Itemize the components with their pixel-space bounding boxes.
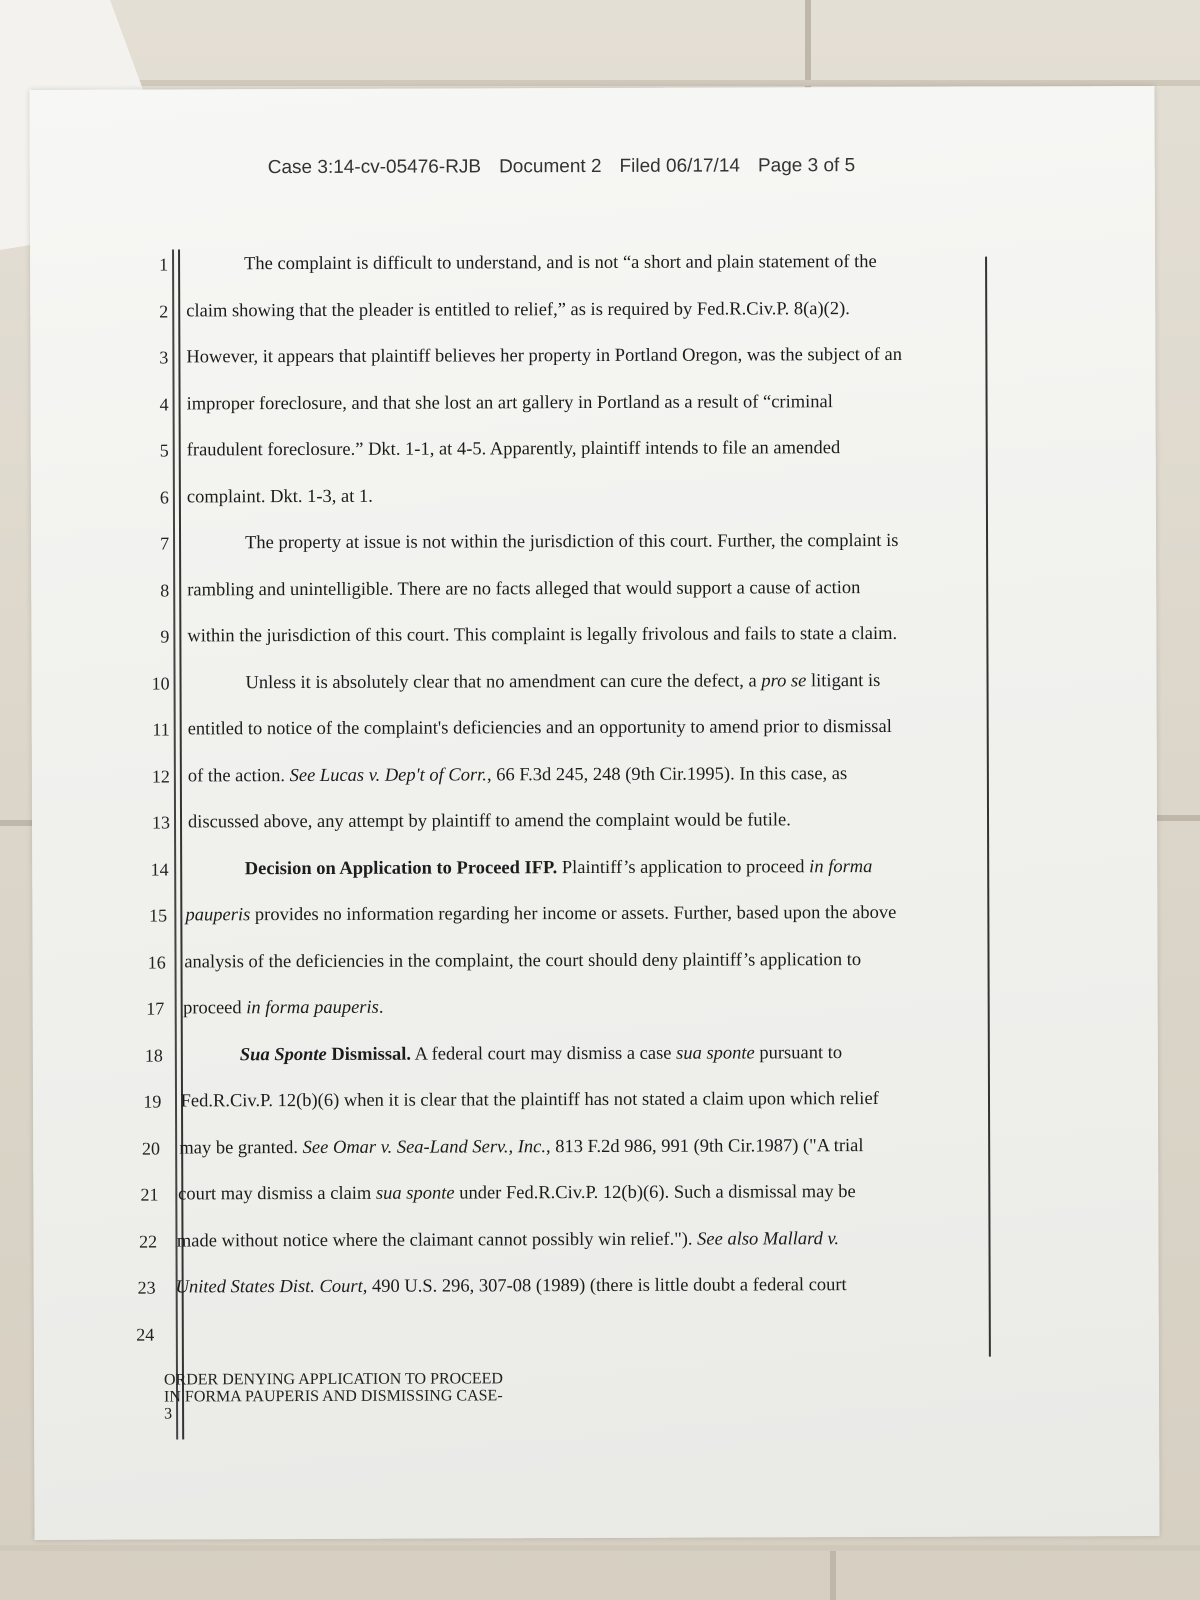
line-text [178,1182,856,1205]
line-text-segment: See Lucas v. Dep't of Corr. [289,764,487,786]
line-text [177,1229,839,1252]
document-line [34,1274,1159,1324]
case-number: Case 3:14-cv-05476-RJB [267,156,482,179]
document-line [31,530,1156,580]
document-line [33,1228,1158,1278]
line-text [246,671,881,694]
line-text-segment: under Fed.R.Civ.P. 12(b)(6). Such a dismissal may be [454,1182,856,1204]
line-text [240,1043,842,1066]
line-text-segment: entitled to notice of the complaint's deficiencies and an opportunity to amend prior to dismissal [187,716,892,740]
document-line [31,391,1156,441]
line-number: 7 [160,533,170,554]
line-text-segment: Sua Sponte [239,1044,327,1065]
footer-title-line1: ORDER DENYING APPLICATION TO PROCEED [163,1370,503,1389]
line-number: 8 [160,579,170,601]
document-line [30,251,1155,301]
line-text [187,624,897,647]
line-text-segment: litigant is [806,670,881,691]
line-number: 11 [152,719,170,740]
line-text-segment: Fed.R.Civ.P. 12(b)(6) when it is clear that the plaintiff has not stated a claim upon which relief [180,1089,879,1112]
document-line [32,902,1157,952]
line-text-segment: fraudulent foreclosure.” Dkt. 1-1, at 4-5. Apparently, plaintiff intends to file an amended [186,438,841,461]
line-number: 15 [149,905,168,926]
line-text [179,1136,863,1159]
line-text-segment: A federal court may dismiss a case [410,1043,677,1065]
line-number: 19 [143,1091,162,1112]
line-text [187,438,841,461]
document-line [30,344,1155,394]
line-number: 17 [146,998,165,1019]
line-number: 14 [150,858,169,880]
line-number: 2 [159,300,169,322]
line-text [188,764,847,787]
filed-date: Filed 06/17/14 [619,155,740,177]
line-number: 13 [151,812,171,833]
line-text-segment: Unless it is absolutely clear that no amendment can cure the defect, a [245,670,762,693]
line-text-segment: The property at issue is not within the jurisdiction of this court. Further, the complaint is [245,530,899,554]
document-number: Document 2 [499,155,602,178]
line-text-segment: , 490 U.S. 296, 307-08 (1989) (there is little doubt a federal court [362,1275,847,1297]
line-text-segment: may be granted. [179,1137,303,1158]
line-text-segment: pro se [761,670,807,691]
line-text-segment: in forma [809,856,873,877]
line-number: 22 [139,1231,158,1252]
line-text-segment: See Omar v. Sea-Land Serv., Inc. [302,1136,547,1158]
document-line [32,670,1157,720]
document-line [32,716,1157,766]
line-number: 3 [159,347,169,368]
document-footer [164,1370,503,1422]
case-header [268,155,968,179]
line-text [245,857,873,880]
line-text-segment: , 813 F.2d 986, 991 (9th Cir.1987) ("A trial [545,1135,864,1157]
line-text-segment: , 66 F.3d 245, 248 (9th Cir.1995). In this case, as [486,763,848,785]
line-number: 20 [141,1138,160,1159]
line-text-segment: complaint. Dkt. 1-3, at 1. [186,486,373,507]
line-number: 4 [159,393,169,415]
document-line [31,437,1156,487]
document-line [33,1042,1158,1092]
line-text-segment: rambling and unintelligible. There are no facts alleged that would support a cause of action [187,577,861,600]
document-line [32,949,1157,999]
footer-title-line2: IN FORMA PAUPERIS AND DISMISSING CASE- [164,1387,503,1406]
document-line [31,484,1156,534]
document-line [32,809,1157,859]
line-text-segment: in forma pauperis [246,997,379,1019]
page-number: Page 3 of 5 [757,155,856,177]
line-text-segment: claim showing that the pleader is entitled to relief,” as is required by Fed.R.Civ.P. 8(a)(2). [186,298,850,321]
line-number: 1 [159,254,169,275]
line-text-segment: See also Mallard v. [697,1228,839,1250]
line-text-segment: improper foreclosure, and that she lost an art gallery in Portland as a result of “criminal [186,391,833,414]
line-text-segment: The complaint is difficult to understand, and is not “a short and plain statement of the [244,252,877,275]
line-text [184,950,861,973]
line-number: 16 [147,951,166,973]
line-text-segment: within the jurisdiction of this court. This complaint is legally frivolous and fails to state a claim. [187,623,898,647]
document-line [33,1088,1158,1138]
line-text-segment: United States Dist. Court [175,1276,363,1298]
line-text [176,1275,847,1298]
line-number: 12 [151,765,170,787]
line-number: 23 [137,1277,156,1298]
line-number: 18 [144,1045,163,1066]
line-text [183,998,383,1020]
document-page [29,86,1159,1540]
line-text [187,486,373,508]
line-number: 9 [160,626,170,647]
line-text-segment: Decision on Application to Proceed IFP. [244,857,558,879]
document-line [32,763,1157,813]
line-number: 21 [140,1184,159,1205]
line-text [244,252,877,275]
footer-page-number: 3 [164,1405,173,1423]
line-text [245,531,898,554]
line-text-segment: provides no information regarding her income or assets. Further, based upon the above [250,902,897,926]
line-text [188,717,892,740]
line-number: 5 [159,440,169,461]
line-text [187,578,860,601]
line-text-segment: . [378,997,384,1018]
line-text-segment: However, it appears that plaintiff believes her property in Portland Oregon, was the subject of an [186,344,903,368]
document-line [33,1181,1158,1231]
document-line [34,1321,1159,1371]
line-text-segment: proceed [183,998,247,1019]
line-text-segment: sua sponte [676,1042,755,1064]
line-text-segment: sua sponte [375,1183,455,1204]
line-text-segment: pauperis [185,905,251,926]
line-text-segment: made without notice where the claimant cannot possibly win relief."). [176,1229,698,1251]
document-line [30,298,1155,348]
line-text-segment: Plaintiff’s application to proceed [557,856,810,878]
document-line [32,856,1157,906]
line-text [181,1089,879,1112]
line-text [186,903,897,926]
line-text-segment: of the action. [187,765,290,786]
line-text-segment: pursuant to [754,1042,843,1063]
document-line [31,577,1156,627]
line-text [186,299,850,322]
line-number: 6 [159,486,169,508]
line-text [188,810,791,833]
line-text [187,392,833,415]
line-number: 24 [136,1324,155,1345]
document-line [33,1135,1158,1185]
document-line [31,623,1156,673]
line-text [186,345,902,368]
line-text-segment: court may dismiss a claim [178,1183,376,1205]
document-line [33,995,1158,1045]
line-text-segment: discussed above, any attempt by plaintiff to amend the complaint would be futile. [187,810,791,833]
line-number: 10 [151,672,170,694]
line-text-segment: analysis of the deficiencies in the complaint, the court should deny plaintiff’s application to [184,949,862,972]
line-text-segment: Dismissal. [326,1044,412,1065]
